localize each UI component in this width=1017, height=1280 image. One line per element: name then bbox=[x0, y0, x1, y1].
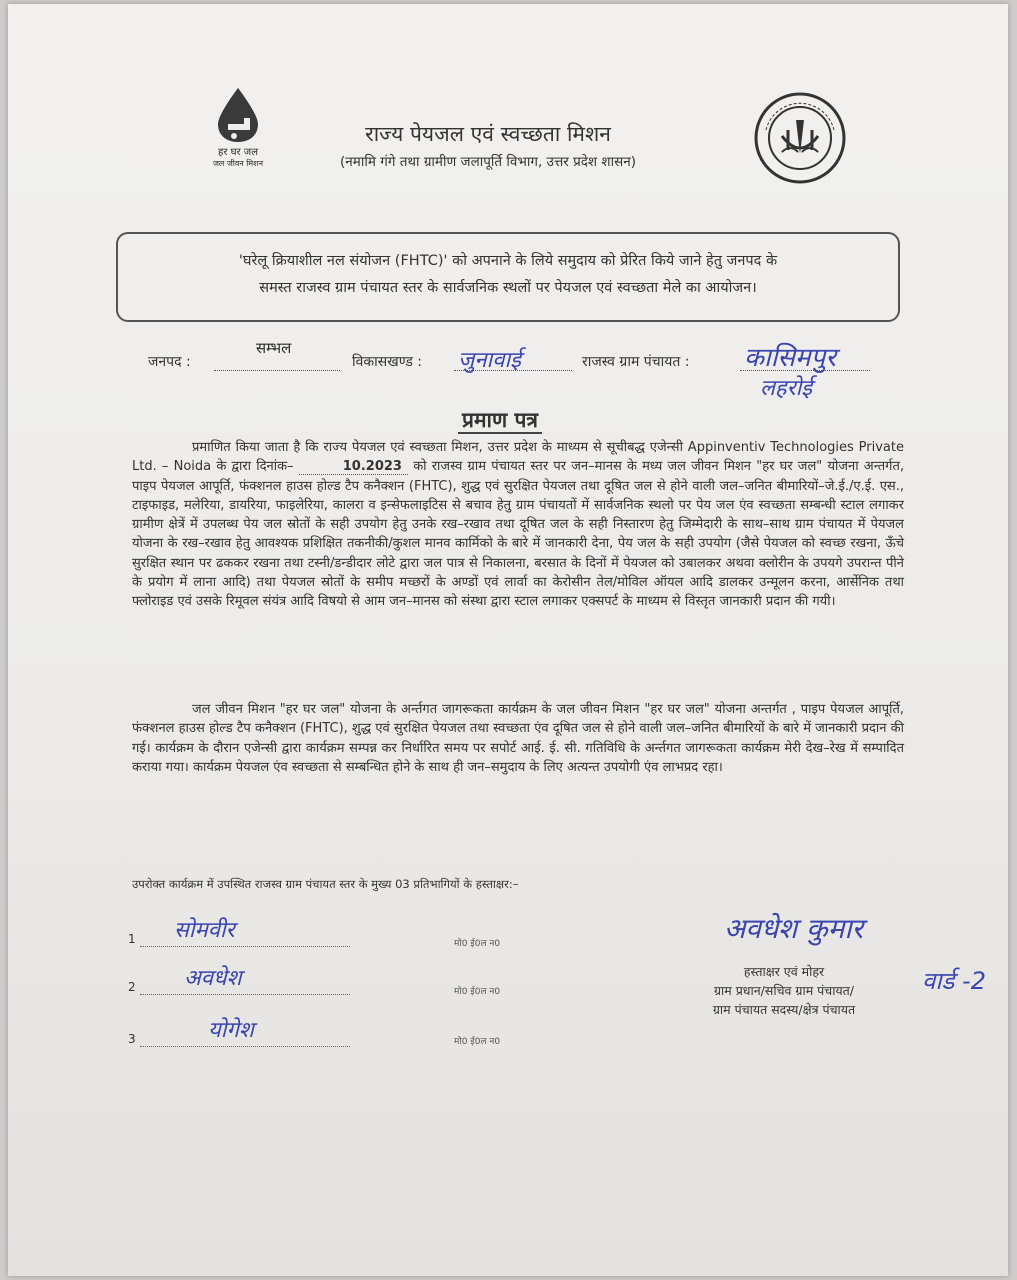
logo-tagline: हर घर जल bbox=[218, 147, 258, 158]
signature-dotline bbox=[140, 980, 350, 995]
mobile-label-2: मो0 ई0ल न0 bbox=[454, 987, 501, 997]
participant-name: योगेश bbox=[208, 1018, 254, 1043]
panchayat-value: कासिमपुर bbox=[744, 343, 836, 373]
officer-line-3: ग्राम पंचायत सदस्य/क्षेत्र पंचायत bbox=[712, 1002, 856, 1017]
district-dotline bbox=[214, 358, 340, 371]
certificate-title: प्रमाण पत्र bbox=[8, 406, 1008, 434]
signature-number: 1 bbox=[128, 932, 136, 946]
ward-number: वार्ड -2 bbox=[922, 967, 986, 995]
signatures-intro: उपरोक्त कार्यक्रम में उपस्थित राजस्व ग्राम पंचायत स्तर के मुख्य 03 प्रतिभागियों के हस्ताक्षर:– bbox=[132, 877, 519, 891]
up-government-emblem bbox=[752, 90, 848, 186]
paragraph-1-start: प्रमाणित किया जाता है कि राज्य पेयजल एवं स्वच्छता मिशन, उत्तर प्रदेश के माध्यम से सूचीबद्ध एजेन्सी Appinventiv Technologies Private Ltd. – Noida के द्वारा दिनांक– bbox=[132, 440, 904, 475]
participant-name: सोमवीर bbox=[174, 918, 235, 943]
officer-signature: अवधेश कुमार bbox=[724, 912, 864, 945]
notice-line-1: 'घरेलू क्रियाशील नल संयोजन (FHTC)' को अपनाने के लिये समुदाय को प्रेरित किये जाने हेतु जनपद के bbox=[238, 253, 778, 269]
certificate-paragraph-2: जल जीवन मिशन "हर घर जल" योजना के अर्न्तगत जागरूकता कार्यक्रम के जल जीवन मिशन "हर घर जल" योजना अन्तर्गत , पाइप पेयजल आपूर्ति, फंक्शनल हाउस होल्ड टैप कनैक्शन (FHTC), शुद्ध एवं सुरक्षित पेयजल तथा स्वच्छता एंव दूषित जल से होने वाली जल–जनित बीमारियों के बारे में जानकारी प्रदान की गई। कार्यक्रम के दौरान एजेन्सी द्वारा कार्यक्रम सम्पन्न कर निर्धारित समय पर सपोर्ट आई. ई. सी. गतिविधि के अर्न्तगत जागरूकता कार्यक्रम मेरी देख–रेख में सम्पादित कराया गया। कार्यक्रम पेयजल एंव स्वच्छता से सम्बन्धित होने के साथ ही जन–समुदाय के लिए अत्यन्त उपयोगी एंव लाभप्रद रहा। bbox=[132, 702, 904, 775]
signature-number: 3 bbox=[128, 1032, 136, 1046]
officer-line-2: ग्राम प्रधान/सचिव ग्राम पंचायत/ bbox=[713, 983, 855, 998]
participant-name: अवधेश bbox=[184, 966, 242, 991]
event-notice-box bbox=[116, 232, 900, 322]
signature-number: 2 bbox=[128, 980, 136, 994]
certificate-paragraph-1 bbox=[132, 438, 904, 612]
officer-line-1: हस्ताक्षर एवं मोहर bbox=[743, 964, 825, 979]
officer-designation bbox=[684, 962, 884, 1019]
certificate-page bbox=[8, 4, 1008, 1276]
page-title: राज्य पेयजल एवं स्वच्छता मिशन bbox=[365, 122, 611, 146]
location-fields bbox=[148, 339, 908, 401]
participant-signature-2 bbox=[128, 966, 348, 1000]
mobile-label-1: मो0 ई0ल न0 bbox=[454, 939, 501, 949]
signature-dotline bbox=[140, 932, 350, 947]
block-value: जुनावाई bbox=[458, 348, 521, 373]
district-value: सम्भल bbox=[256, 339, 292, 357]
district-label: जनपद : bbox=[148, 354, 191, 370]
event-date: 10.2023 bbox=[299, 459, 408, 475]
panchayat-label: राजस्व ग्राम पंचायत : bbox=[582, 354, 690, 370]
logo-subtitle: जल जीवन मिशन bbox=[212, 159, 264, 168]
block-label: विकासखण्ड : bbox=[352, 354, 423, 370]
participant-signature-1 bbox=[128, 918, 348, 952]
notice-line-2: समस्त राजस्व ग्राम पंचायत स्तर के सार्वजनिक स्थलों पर पेयजल एवं स्वच्छता मेले का आयोजन। bbox=[259, 280, 757, 296]
mobile-label-3: मो0 ई0ल न0 bbox=[454, 1037, 501, 1047]
page-subtitle: (नमामि गंगे तथा ग्रामीण जलापूर्ति विभाग, उत्तर प्रदेश शासन) bbox=[340, 154, 636, 170]
participant-signature-3 bbox=[128, 1018, 348, 1052]
panchayat-value-2: लहरोई bbox=[760, 376, 813, 401]
paragraph-1-rest: को राजस्व ग्राम पंचायत स्तर पर जन–मानस के मध्य जल जीवन मिशन "हर घर जल" योजना अन्तर्गत, पाइप पेयजल आपूर्ति, फंक्शनल हाउस होल्ड टैप कनैक्शन (FHTC), शुद्ध एवं सुरक्षित पेयजल तथा दूषित जल से होने वाली जल–जनित बीमारियों–जे.ई./ए.ई. एस., टाइफाइड, मलेरिया, डायरिया, फाइलेरिया, कालरा व इन्सेफलाइटिस से बचाव हेतु ग्राम पंचायतों में सार्वजनिक स्थलो पर पेय जल एंव स्वच्छता सम्बन्धी स्टाल लगाकर ग्रामीण क्षेत्रें में उपलब्ध पेय जल स्रोतों के सही उपयोग हेतु उनके रख–रखाव तथा दूषित जल के सही निस्तारण हेतु जिम्मेदारी के साथ–साथ ग्राम पंचायत में पेयजल योजना के रख–रखाव हेतु आवश्यक प्रशिक्षित तकनीकी/कुशल मानव कार्मिको के बारे में जानकारी देना, पेय जल के सही उपयोग (जैसे पेयजल को स्वच्छ रखना, ऊँचे सुरक्षित स्थान पर ढककर रखना तथा टस्नी/डन्डीदार लोटे द्वारा जल पात्र से निकालना, बरसात के दिनों में पेयजल को उबालकर अथवा क्लोरीन के उपयगे उपरान्त पीने के प्रयोग में लाना आदि) तथा पेयजल स्रोतों के समीप मच्छरों के अण्डों एवं लार्वा का केरोसीन तेल/मोविल ऑयल आदि डालकर उन्मूलन करना, आर्सेनिक तथा फ्लोराइड एवं उसके रिमूवल संयंत्र आदि विषयो से आम जन–मानस को संस्था द्वारा स्टाल लगाकर एक्सपर्ट के माध्यम से विस्तृत जानकारी प्रदान की गयी। bbox=[132, 459, 904, 610]
